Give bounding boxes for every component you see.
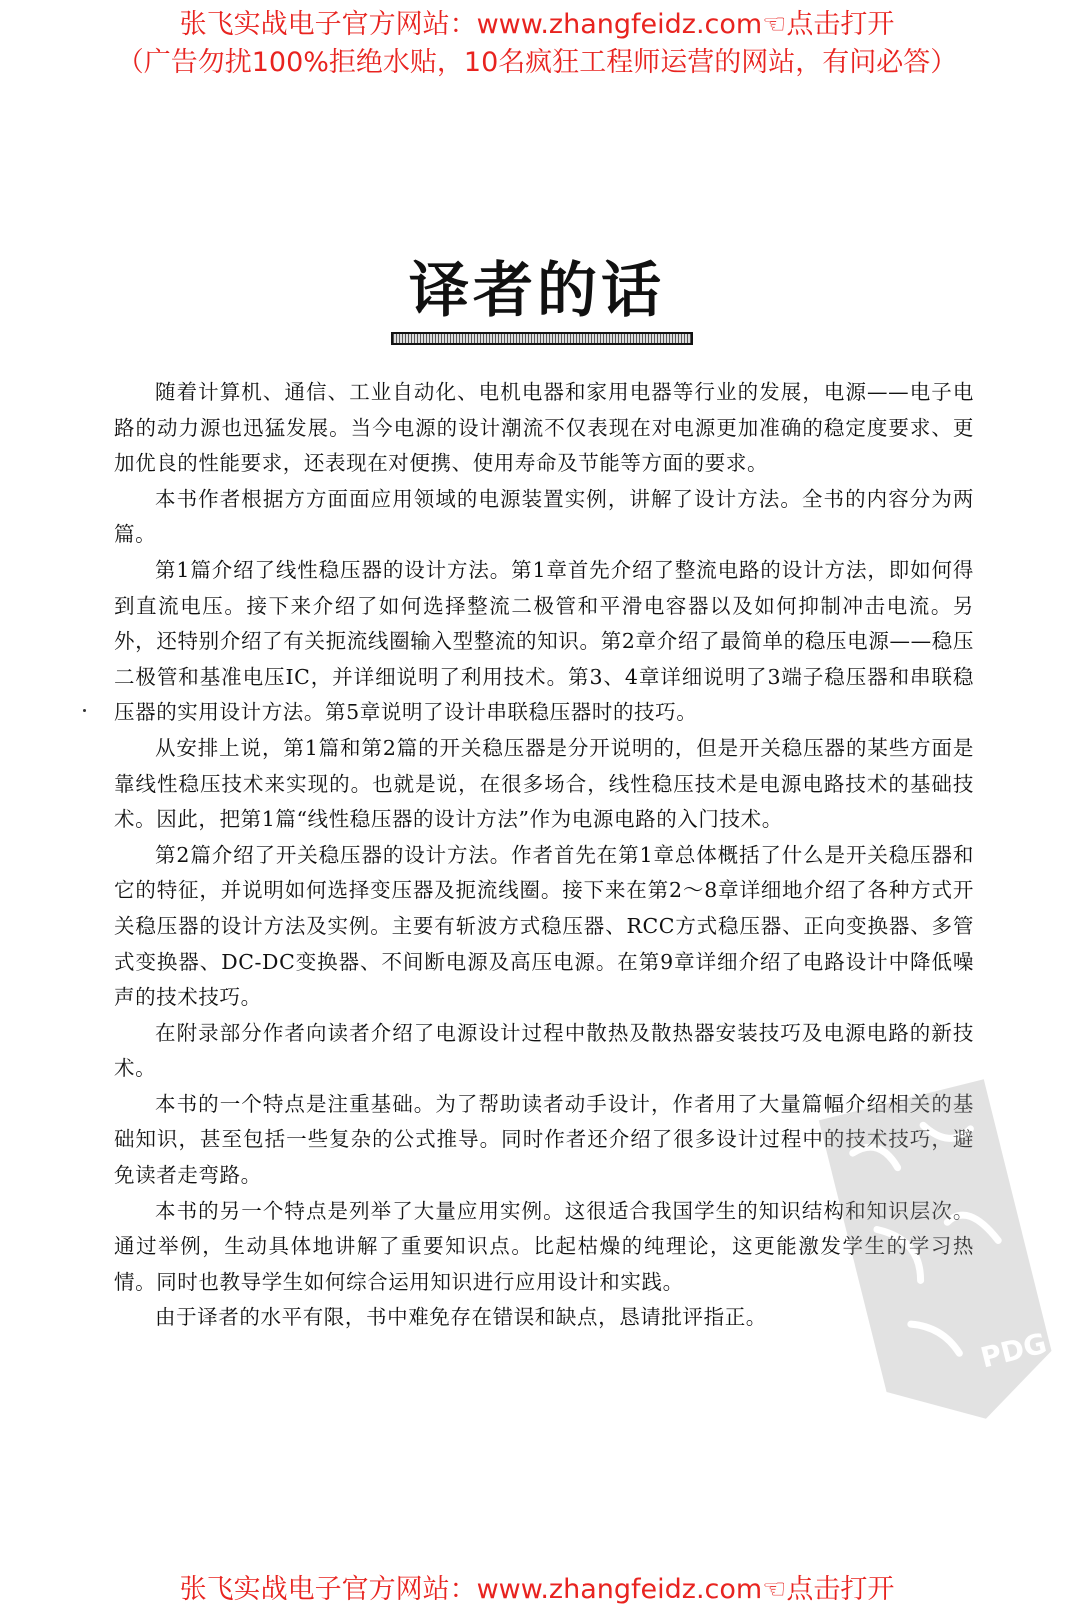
paragraph: 由于译者的水平有限，书中难免存在错误和缺点，恳请批评指正。 <box>155 1305 767 1330</box>
ad-banner-bottom[interactable]: 张飞实战电子官方网站：www.zhangfeidz.com☜点击打开 <box>179 1574 895 1605</box>
paragraph: 第2篇介绍了开关稳压器的设计方法。作者首先在第1章总体概括了什么是开关稳压器和它的特征，并说明如何选择变压器及扼流线圈。接下来在第2～8章详细地介绍了各种方式开关稳压器的设计方法及实例。主要有斩波方式稳压器、RCC方式稳压器、正向变换器、多管式变换器、DC-DC变换器、不间断电源及高压电源。在第9章详细介绍了电路设计中降低噪声的技术技巧。 <box>114 842 974 1010</box>
ad-banner-subtitle: （广告勿扰100%拒绝水贴，10名疯狂工程师运营的网站，有问必答） <box>116 47 958 78</box>
watermark-text: PDG <box>977 1326 1051 1375</box>
paragraph: 本书的另一个特点是列举了大量应用实例。这很适合我国学生的知识结构和知识层次。通过举例，生动具体地讲解了重要知识点。比起枯燥的纯理论，这更能激发学生的学习热情。同时也教导学生如何综合运用知识进行应用设计和实践。 <box>114 1198 974 1294</box>
seal-watermark-icon <box>795 1055 1074 1455</box>
title-underline <box>391 332 693 345</box>
paragraph: 随着计算机、通信、工业自动化、电机电器和家用电器等行业的发展，电源——电子电路的动力源也迅猛发展。当今电源的设计潮流不仅表现在对电源更加准确的稳定度要求、更加优良的性能要求，还表现在对便携、使用寿命及节能等方面的要求。 <box>114 380 974 476</box>
page-title: 译者的话 <box>409 256 665 326</box>
scan-speck <box>83 709 86 712</box>
paragraph: 本书作者根据方方面面应用领域的电源装置实例，讲解了设计方法。全书的内容分为两篇。 <box>114 486 974 547</box>
paragraph: 第1篇介绍了线性稳压器的设计方法。第1章首先介绍了整流电路的设计方法，即如何得到直流电压。接下来介绍了如何选择整流二极管和平滑电容器以及如何抑制冲击电流。另外，还特别介绍了有关扼流线圈输入型整流的知识。第2章介绍了最简单的稳压电源——稳压二极管和基准电压IC，并详细说明了利用技术。第3、4章详细说明了3端子稳压器和串联稳压器的实用设计方法。第5章说明了设计串联稳压器时的技巧。 <box>114 557 974 725</box>
paragraph: 本书的一个特点是注重基础。为了帮助读者动手设计，作者用了大量篇幅介绍相关的基础知识，甚至包括一些复杂的公式推导。同时作者还介绍了很多设计过程中的技术技巧，避免读者走弯路。 <box>114 1091 974 1188</box>
paragraph: 从安排上说，第1篇和第2篇的开关稳压器是分开说明的，但是开关稳压器的某些方面是靠线性稳压技术来实现的。也就是说，在很多场合，线性稳压技术是电源电路技术的基础技术。因此，把第1篇“线性稳压器的设计方法”作为电源电路的入门技术。 <box>114 735 974 832</box>
ad-banner-top[interactable]: 张飞实战电子官方网站：www.zhangfeidz.com☜点击打开 <box>179 9 895 40</box>
paragraph: 在附录部分作者向读者介绍了电源设计过程中散热及散热器安装技巧及电源电路的新技术。 <box>114 1020 974 1081</box>
